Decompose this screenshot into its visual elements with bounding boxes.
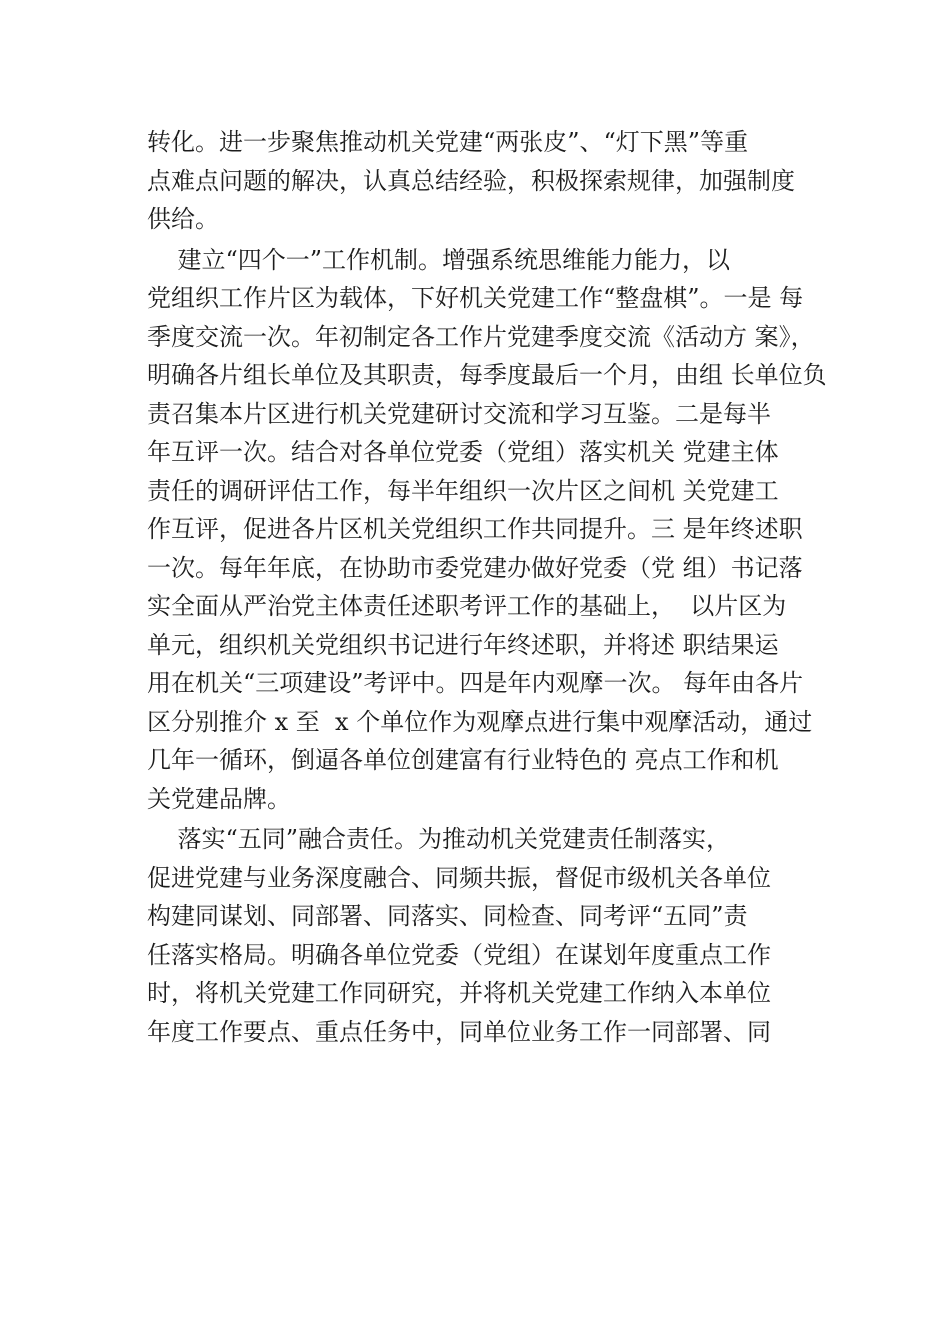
paragraph-line: 关党建品牌。	[147, 784, 291, 813]
paragraph-line: 作互评，促进各片区机关党组织工作共同提升。三 是年终述职	[147, 515, 803, 543]
paragraph-line: 时，将机关党建工作同研究，并将机关党建工作纳入本单位	[147, 979, 771, 1007]
paragraph-line: 责任的调研评估工作，每半年组织一次片区之间机 关党建工	[147, 476, 779, 505]
paragraph-line: 落实“五同”融合责任。为推动机关党建责任制落实，	[147, 825, 731, 853]
paragraph-line: 用在机关“三项建设”考评中。四是年内观摩一次。 每年由各片	[147, 669, 804, 697]
paragraph-line: 实全面从严治党主体责任述职考评工作的基础上， 以片区为	[147, 592, 787, 620]
paragraph-line: 单元，组织机关党组织书记进行年终述职，并将述 职结果运	[147, 630, 779, 659]
paragraph-line: 年度工作要点、重点任务中，同单位业务工作一同部署、同	[147, 1017, 771, 1046]
paragraph-line: 年互评一次。结合对各单位党委（党组）落实机关 党建主体	[147, 438, 779, 466]
paragraph-3	[147, 820, 847, 1051]
paragraph-line: 建立“四个一”工作机制。增强系统思维能力能力，以	[147, 245, 731, 274]
paragraph-line: 季度交流一次。年初制定各工作片党建季度交流《活动方 案》，	[147, 322, 815, 351]
document-body	[147, 123, 847, 1051]
paragraph-1	[147, 123, 847, 239]
paragraph-line: 促进党建与业务深度融合、同频共振，督促市级机关各单位	[147, 863, 771, 892]
paragraph-line: 任落实格局。明确各单位党委（党组）在谋划年度重点工作	[147, 940, 771, 969]
paragraph-line: 几年一循环，倒逼各单位创建富有行业特色的 亮点工作和机	[147, 746, 779, 774]
paragraph-2	[147, 241, 847, 819]
paragraph-line: 一次。每年年底，在协助市委党建办做好党委（党 组）书记落	[147, 553, 803, 582]
paragraph-line: 转化。进一步聚焦推动机关党建“两张皮”、“灯下黑”等重	[147, 128, 749, 156]
paragraph-line: 明确各片组长单位及其职责，每季度最后一个月，由组 长单位负	[147, 361, 827, 389]
paragraph-line: 构建同谋划、同部署、同落实、同检查、同考评“五同”责	[147, 902, 748, 930]
paragraph-line: 党组织工作片区为载体，下好机关党建工作“整盘棋”。一是 每	[147, 284, 804, 312]
paragraph-line: 点难点问题的解决，认真总结经验，积极探索规律，加强制度	[147, 166, 795, 195]
paragraph-line: 责召集本片区进行机关党建研讨交流和学习互鉴。二是每半	[147, 399, 771, 428]
paragraph-line: 区分别推介 x 至 x 个单位作为观摩点进行集中观摩活动，通过	[147, 707, 813, 736]
paragraph-line: 供给。	[147, 205, 219, 233]
